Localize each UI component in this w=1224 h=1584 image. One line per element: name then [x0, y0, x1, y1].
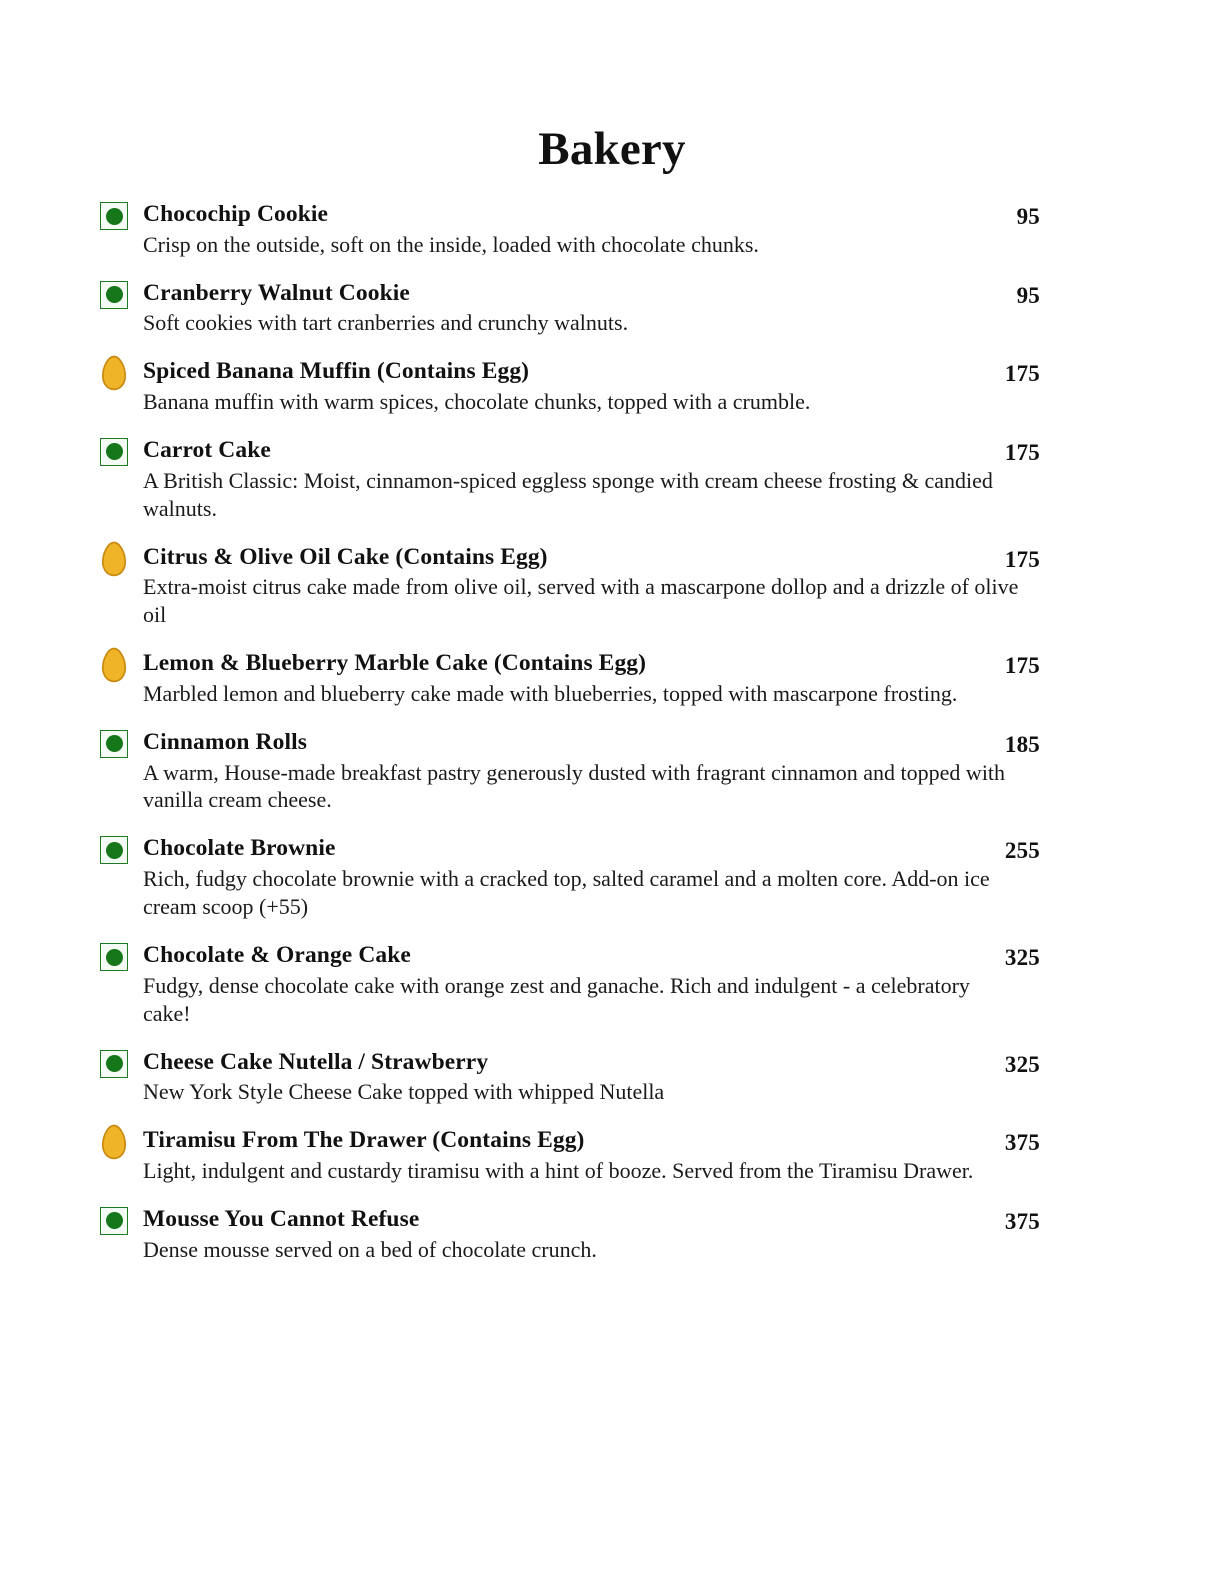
menu-item-body — [143, 650, 1040, 708]
menu-item-name: Chocochip Cookie — [143, 201, 329, 227]
veg-icon-dot — [106, 842, 123, 859]
menu-item-body — [143, 437, 1040, 523]
veg-icon-dot — [106, 1212, 123, 1229]
menu-item — [0, 1049, 1224, 1107]
menu-item-name: Cranberry Walnut Cookie — [143, 279, 410, 306]
menu-item-description: Banana muffin with warm spices, chocolate chunks, topped with a crumble. — [143, 389, 811, 415]
menu-item-list — [0, 201, 1224, 1264]
menu-item — [0, 835, 1224, 921]
contains-egg-icon — [100, 355, 130, 391]
veg-icon-box — [100, 730, 128, 758]
menu-item-name: Chocolate Brownie — [143, 835, 336, 862]
menu-item-name: Carrot Cake — [143, 436, 271, 463]
veg-icon-dot — [106, 443, 123, 460]
menu-item-description: Rich, fudgy chocolate brownie with a cracked top, salted caramel and a molten core. Add-on ice cream scoop (+55) — [143, 866, 990, 920]
menu-item-price: 375 — [1004, 1208, 1040, 1234]
menu-item-description: Marbled lemon and blueberry cake made with blueberries, topped with mascarpone frosting. — [143, 680, 958, 706]
veg-icon — [100, 1207, 130, 1237]
page-title: Bakery — [538, 123, 686, 175]
menu-item-name: Cheese Cake Nutella / Strawberry — [143, 1048, 489, 1075]
veg-icon-dot — [106, 949, 123, 966]
veg-icon-box — [100, 1207, 128, 1235]
menu-item-description: A warm, House-made breakfast pastry generously dusted with fragrant cinnamon and topped with vanilla cream cheese. — [143, 759, 1006, 813]
menu-item-description: Fudgy, dense chocolate cake with orange zest and ganache. Rich and indulgent - a celebratory cake! — [143, 972, 970, 1026]
menu-item — [0, 1127, 1224, 1185]
menu-item — [0, 358, 1224, 416]
contains-egg-icon — [100, 541, 130, 577]
veg-icon — [100, 943, 130, 973]
menu-item-name: Lemon & Blueberry Marble Cake (Contains Egg) — [143, 650, 647, 677]
veg-icon-dot — [106, 1055, 123, 1072]
menu-item-name: Cinnamon Rolls — [143, 728, 307, 755]
menu-item-body — [143, 201, 1040, 259]
veg-icon — [100, 836, 130, 866]
menu-item-name: Citrus & Olive Oil Cake (Contains Egg) — [143, 543, 548, 570]
menu-item — [0, 280, 1224, 338]
menu-item — [0, 201, 1224, 259]
menu-item-description: Light, indulgent and custardy tiramisu with a hint of booze. Served from the Tiramisu Drawer. — [143, 1157, 974, 1183]
menu-item-price: 95 — [1016, 282, 1040, 308]
veg-icon-dot — [106, 286, 123, 303]
menu-item-description: Soft cookies with tart cranberries and crunchy walnuts. — [143, 310, 629, 336]
menu-item-description: Extra-moist citrus cake made from olive oil, served with a mascarpone dollop and a drizzle of olive oil — [143, 574, 1019, 628]
menu-item-price: 185 — [1004, 731, 1040, 757]
veg-icon — [100, 730, 130, 760]
menu-item-body — [143, 358, 1040, 416]
menu-item — [0, 437, 1224, 523]
menu-item-body — [143, 835, 1040, 921]
menu-item-price: 95 — [1016, 204, 1040, 229]
veg-icon-box — [100, 438, 128, 466]
menu-item-price: 175 — [1004, 361, 1040, 387]
menu-item-description: A British Classic: Moist, cinnamon-spiced eggless sponge with cream cheese frosting & candied walnuts. — [143, 467, 993, 521]
veg-icon-dot — [106, 735, 123, 752]
veg-icon — [100, 202, 130, 232]
menu-item-price: 175 — [1004, 439, 1040, 465]
menu-item — [0, 650, 1224, 708]
menu-item — [0, 1206, 1224, 1264]
menu-item — [0, 729, 1224, 815]
menu-item-price: 375 — [1004, 1130, 1040, 1156]
menu-item-body — [143, 729, 1040, 815]
menu-item-name: Chocolate & Orange Cake — [143, 942, 411, 968]
menu-item-description: Dense mousse served on a bed of chocolate crunch. — [143, 1236, 597, 1262]
veg-icon-box — [100, 1050, 128, 1078]
menu-item-price: 175 — [1004, 546, 1040, 572]
menu-item-name: Spiced Banana Muffin (Contains Egg) — [143, 358, 530, 385]
menu-item-body — [143, 1049, 1040, 1107]
menu-item-name: Tiramisu From The Drawer (Contains Egg) — [143, 1127, 585, 1154]
menu-item-body — [143, 942, 1040, 1028]
veg-icon-box — [100, 943, 128, 971]
menu-item-price: 175 — [1004, 653, 1040, 679]
veg-icon-dot — [106, 208, 123, 225]
menu-item-description: New York Style Cheese Cake topped with whipped Nutella — [143, 1079, 665, 1105]
veg-icon — [100, 1050, 130, 1080]
menu-item-description: Crisp on the outside, soft on the inside, loaded with chocolate chunks. — [143, 231, 759, 257]
contains-egg-icon — [100, 647, 130, 683]
menu-item-body — [143, 544, 1040, 630]
menu-item-price: 325 — [1004, 945, 1040, 970]
veg-icon-box — [100, 202, 128, 230]
menu-item-body — [143, 1206, 1040, 1264]
menu-item — [0, 544, 1224, 630]
veg-icon-box — [100, 281, 128, 309]
menu-item-price: 325 — [1004, 1051, 1040, 1077]
contains-egg-icon — [100, 1124, 130, 1160]
menu-item-body — [143, 1127, 1040, 1185]
veg-icon — [100, 281, 130, 311]
veg-icon-box — [100, 836, 128, 864]
menu-item-price: 255 — [1004, 838, 1040, 864]
menu-item — [0, 942, 1224, 1028]
menu-item-name: Mousse You Cannot Refuse — [143, 1205, 420, 1232]
veg-icon — [100, 438, 130, 468]
menu-item-body — [143, 280, 1040, 338]
